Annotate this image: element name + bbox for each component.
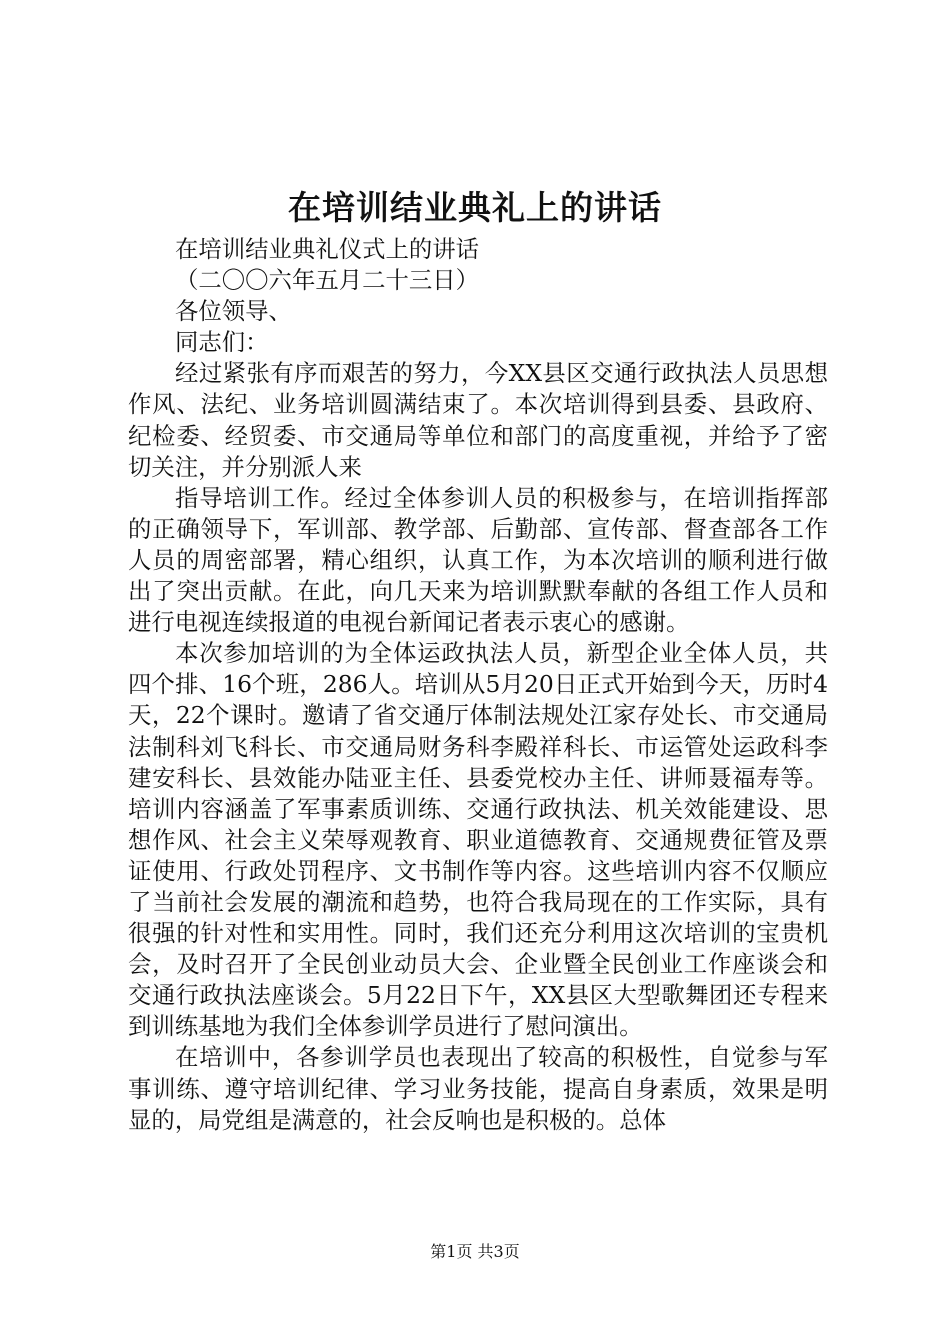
page-footer: 第1页 共3页 <box>430 1242 520 1261</box>
paragraph-salutation-1: 各位领导、 <box>175 297 292 326</box>
paragraph-body-1: 经过紧张有序而艰苦的努力，今XX县区交通行政执法人员思想作风、法纪、业务培训圆满结束了。本次培训得到县委、县政府、纪检委、经贸委、市交通局等单位和部门的高度重视，并给予了密切关注，并分别派人来 <box>128 359 828 481</box>
paragraph-subtitle: 在培训结业典礼仪式上的讲话 <box>175 235 480 263</box>
paragraph-date: （二〇〇六年五月二十三日） <box>175 266 480 295</box>
document-body <box>128 234 828 1136</box>
paragraph-body-4: 在培训中，各参训学员也表现出了较高的积极性，自觉参与军事训练、遵守培训纪律、学习业务技能，提高自身素质，效果是明显的，局党组是满意的，社会反响也是积极的。总体 <box>128 1043 828 1134</box>
paragraph-body-3: 本次参加培训的为全体运政执法人员，新型企业全体人员，共四个排、16个班，286人。培训从5月20日正式开始到今天，历时4天，22个课时。邀请了省交通厅体制法规处江家存处长、市交通局法制科刘飞科长、市交通局财务科李殿祥科长、市运管处运政科李建安科长、县效能办陆亚主任、县委党校办主任、讲师聂福寿等。培训内容涵盖了军事素质训练、交通行政执法、机关效能建设、思想作风、社会主义荣辱观教育、职业道德教育、交通规费征管及票证使用、行政处罚程序、文书制作等内容。这些培训内容不仅顺应了当前社会发展的潮流和趋势，也符合我局现在的工作实际，具有很强的针对性和实用性。同时，我们还充分利用这次培训的宝贵机会，及时召开了全民创业动员大会、企业暨全民创业工作座谈会和交通行政执法座谈会。5月22日下午，XX县区大型歌舞团还专程来到训练基地为我们全体参训学员进行了慰问演出。 <box>128 639 828 1041</box>
paragraph-body-2: 指导培训工作。经过全体参训人员的积极参与，在培训指挥部的正确领导下，军训部、教学部、后勤部、宣传部、督查部各工作人员的周密部署，精心组织，认真工作，为本次培训的顺利进行做出了突出贡献。在此，向几天来为培训默默奉献的各组工作人员和进行电视连续报道的电视台新闻记者表示衷心的感谢。 <box>128 483 828 637</box>
document-title: 在培训结业典礼上的讲话 <box>288 188 662 227</box>
paragraph-salutation-2: 同志们： <box>175 328 269 357</box>
